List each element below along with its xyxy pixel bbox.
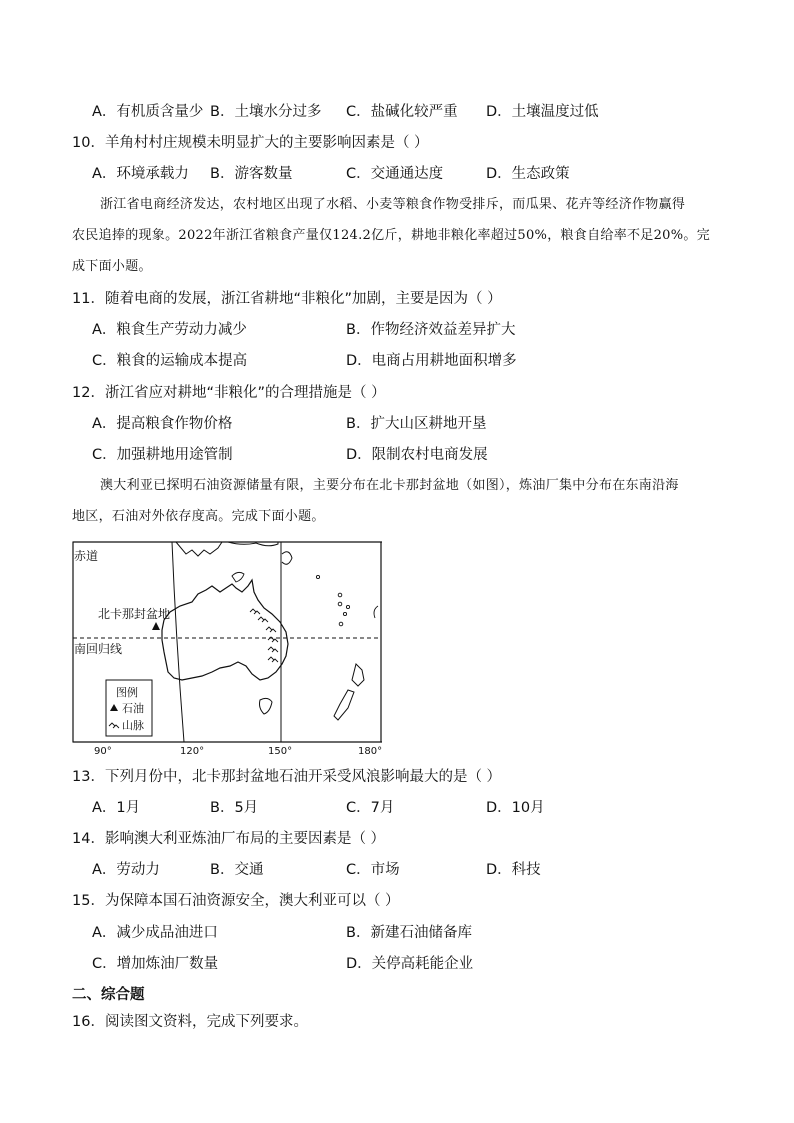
q10-stem: 10．羊角村村庄规模未明显扩大的主要影响因素是（ ） [72,135,429,151]
q15-option-b: B．新建石油储备库 [346,925,472,941]
new-zealand-north [352,664,364,686]
map-legend [106,680,152,736]
section-heading: 二、综合题 [72,987,145,1003]
meridian-120 [172,542,184,742]
q14-option-c: C．市场 [346,862,400,878]
legend-oil-label: 石油 [122,702,144,715]
island-small-north [232,572,244,582]
q16-stem: 16．阅读图文资料，完成下列要求。 [72,1014,308,1030]
q11-option-b: B．作物经济效益差异扩大 [346,322,516,338]
passage2-line2: 地区，石油对外依存度高。完成下面小题。 [72,509,325,524]
oil-symbol-basin [152,622,160,630]
basin-label: 北卡那封盆地 [98,607,171,621]
q14-stem: 14．影响澳大利亚炼油厂布局的主要因素是（ ） [72,831,386,847]
passage2-line1: 澳大利亚已探明石油资源储量有限，主要分布在北卡那封盆地（如图），炼油厂集中分布在东南沿海 [100,478,679,493]
q13-option-b: B．5月 [210,800,259,816]
q13-option-d: D．10月 [486,800,545,816]
island-dot-2 [338,593,342,597]
island-solomon [282,552,292,565]
q12-option-c: C．加强耕地用途管制 [92,447,233,463]
island-dot-1 [316,575,319,578]
island-dot-4 [346,605,349,608]
australia-map [72,540,384,756]
q15-option-c: C．增加炼油厂数量 [92,956,219,972]
lon-label-120: 120° [180,746,205,756]
q15-option-d: D．关停高耗能企业 [346,956,474,972]
q10-option-b: B．游客数量 [210,166,293,182]
mountain-range [250,609,278,662]
q12-option-b: B．扩大山区耕地开垦 [346,416,487,432]
q15-stem: 15．为保障本国石油资源安全，澳大利亚可以（ ） [72,893,400,909]
equator-label: 赤道 [74,549,99,563]
q12-option-a: A．提高粮食作物价格 [92,416,233,432]
q14-option-b: B．交通 [210,862,264,878]
q11-stem: 11．随着电商的发展，浙江省耕地“非粮化”加剧，主要是因为（ ） [72,291,502,307]
q9-option-b: B．土壤水分过多 [210,104,322,120]
q13-option-a: A．1月 [92,800,141,816]
lon-label-150: 150° [268,746,293,756]
island-java [176,542,222,556]
q12-stem: 12．浙江省应对耕地“非粮化”的合理措施是（ ） [72,385,386,401]
passage1-line3: 成下面小题。 [72,259,152,274]
tropic-label: 南回归线 [74,642,123,656]
new-zealand-south [334,690,354,720]
q11-option-a: A．粮食生产劳动力减少 [92,322,247,338]
q13-stem: 13．下列月份中，北卡那封盆地石油开采受风浪影响最大的是（ ） [72,769,502,785]
legend-mountain-label: 山脉 [122,719,144,732]
passage1-line2: 农民追捧的现象。2022年浙江省粮食产量仅124.2亿斤，耕地非粮化率超过50%，粮食自给率不足20%。完 [72,228,710,243]
q9-option-c: C．盐碱化较严重 [346,104,458,120]
q14-option-a: A．劳动力 [92,862,160,878]
q9-option-a: A．有机质含量少 [92,104,204,120]
island-dot-3 [338,602,342,606]
q14-option-d: D．科技 [486,862,541,878]
island-dot-5 [343,612,346,615]
legend-title: 图例 [116,686,138,699]
island-dot-6 [339,622,343,626]
q13-option-c: C．7月 [346,800,395,816]
q10-option-a: A．环境承载力 [92,166,189,182]
q10-option-c: C．交通通达度 [346,166,444,182]
q11-option-c: C．粮食的运输成本提高 [92,353,248,369]
tasmania [260,698,273,714]
q12-option-d: D．限制农村电商发展 [346,447,488,463]
q11-option-d: D．电商占用耕地面积增多 [346,353,517,369]
australia-mainland [162,580,288,680]
q9-option-d: D．土壤温度过低 [486,104,599,120]
lon-label-180: 180° [358,746,383,756]
lon-label-90: 90° [94,746,112,756]
q15-option-a: A．减少成品油进口 [92,925,218,941]
island-fiji [374,606,378,618]
passage1-line1: 浙江省电商经济发达，农村地区出现了水稻、小麦等粮食作物受排斥，而瓜果、花卉等经济作物赢得 [100,197,686,212]
q10-option-d: D．生态政策 [486,166,570,182]
